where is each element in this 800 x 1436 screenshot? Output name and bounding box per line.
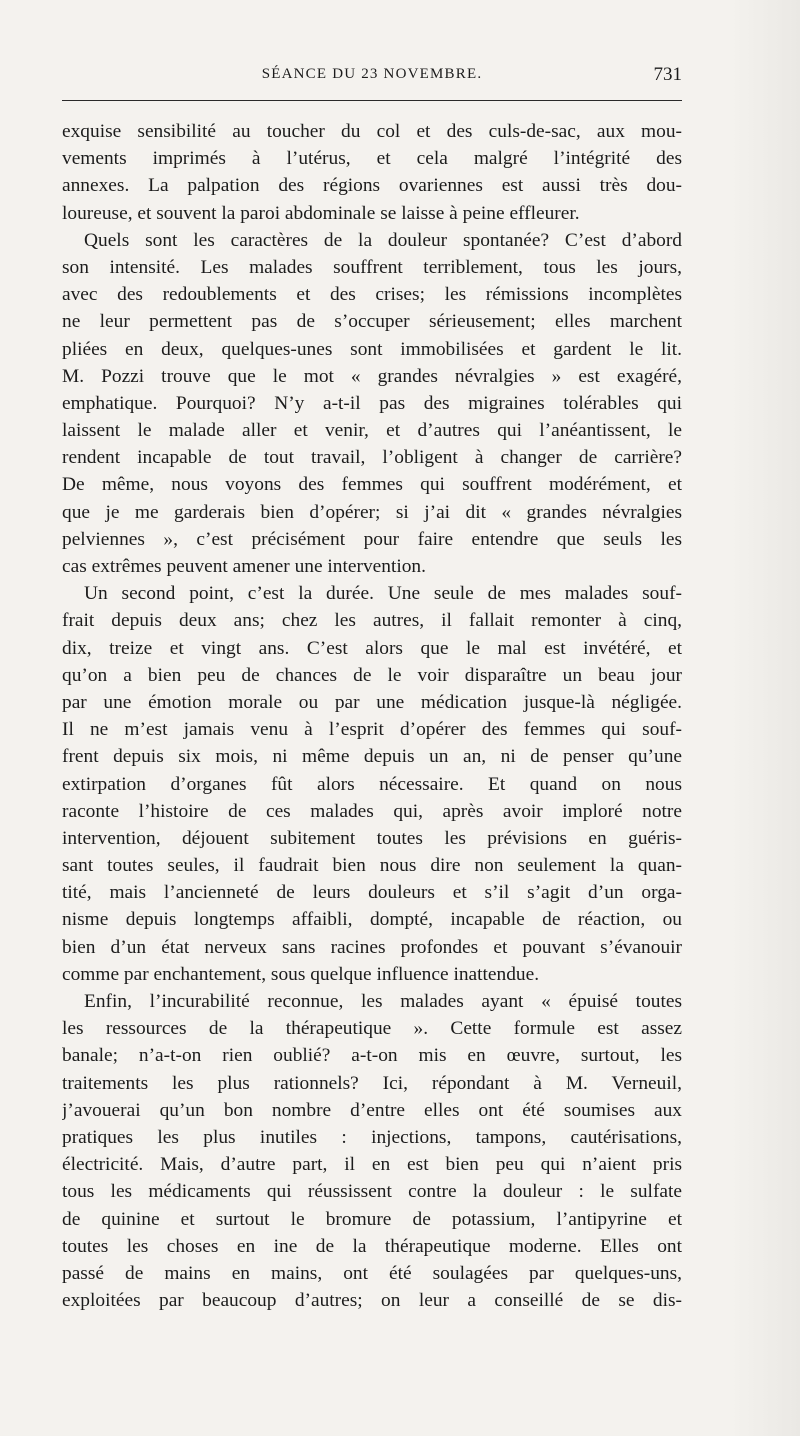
- text-line: frait depuis deux ans; chez les autres, il fallait remonter à cinq,: [62, 610, 682, 632]
- text-line: laissent le malade aller et venir, et d’autres qui l’anéantissent, le: [62, 420, 682, 442]
- text-line: Quels sont les caractères de la douleur spontanée? C’est d’abord: [84, 229, 682, 251]
- text-line: loureuse, et souvent la paroi abdominale se laisse à peine effleurer.: [62, 202, 580, 224]
- text-line: Enfin, l’incurabilité reconnue, les malades ayant « épuisé toutes: [84, 991, 682, 1012]
- text-line: toutes les choses en ine de la thérapeutique moderne. Elles ont: [62, 1235, 682, 1257]
- text-line: ne leur permettent pas de s’occuper sérieusement; elles marchent: [62, 311, 682, 333]
- text-line: cas extrêmes peuvent amener une intervention.: [62, 556, 426, 577]
- running-header: [62, 62, 682, 92]
- text-line: exploitées par beaucoup d’autres; on leur a conseillé de se dis-: [62, 1290, 682, 1312]
- text-line: dix, treize et vingt ans. C’est alors que le mal est invétéré, et: [62, 637, 682, 659]
- text-line: De même, nous voyons des femmes qui souffrent modérément, et: [62, 474, 682, 496]
- text-line: emphatique. Pourquoi? N’y a-t-il pas des migraines tolérables qui: [62, 392, 682, 414]
- text-line: électricité. Mais, d’autre part, il en est bien peu qui n’aient pris: [62, 1154, 682, 1176]
- text-line: passé de mains en mains, ont été soulagées par quelques-uns,: [62, 1262, 682, 1284]
- text-line: annexes. La palpation des régions ovariennes est aussi très dou-: [62, 175, 682, 197]
- text-line: intervention, déjouent subitement toutes les prévisions en guéris-: [62, 827, 682, 849]
- text-line: avec des redoublements et des crises; les rémissions incomplètes: [62, 284, 682, 306]
- body-text: [62, 118, 682, 1314]
- text-line: pratiques les plus inutiles : injections, tampons, cautérisations,: [62, 1126, 682, 1148]
- text-line: traitements les plus rationnels? Ici, répondant à M. Verneuil,: [62, 1072, 682, 1094]
- text-line: tité, mais l’ancienneté de leurs douleurs et s’il s’agit d’un orga-: [62, 882, 682, 904]
- text-line: frent depuis six mois, ni même depuis un an, ni de penser qu’une: [62, 746, 682, 768]
- text-line: raconte l’histoire de ces malades qui, après avoir imploré notre: [62, 800, 682, 822]
- text-line: nisme depuis longtemps affaibli, dompté, incapable de réaction, ou: [62, 909, 682, 931]
- text-line: bien d’un état nerveux sans racines profondes et pouvant s’évanouir: [62, 936, 682, 958]
- page-number: 731: [653, 64, 682, 85]
- text-line: de quinine et surtout le bromure de potassium, l’antipyrine et: [62, 1208, 682, 1230]
- text-line: par une émotion morale ou par une médication jusque-là négligée.: [62, 691, 682, 713]
- text-line: M. Pozzi trouve que le mot « grandes névralgies » est exagéré,: [62, 365, 682, 387]
- text-line: son intensité. Les malades souffrent terriblement, tous les jours,: [62, 256, 682, 278]
- text-line: Un second point, c’est la durée. Une seule de mes malades souf-: [84, 583, 682, 605]
- header-rule: [62, 100, 682, 101]
- text-line: vements imprimés à l’utérus, et cela malgré l’intégrité des: [62, 148, 682, 170]
- text-line: comme par enchantement, sous quelque influence inattendue.: [62, 963, 540, 985]
- text-line: exquise sensibilité au toucher du col et des culs-de-sac, aux mou-: [62, 121, 682, 142]
- text-line: qu’on a bien peu de chances de le voir disparaître un beau jour: [62, 664, 682, 686]
- text-line: Il ne m’est jamais venu à l’esprit d’opérer des femmes qui souf-: [62, 719, 682, 741]
- text-line: sant toutes seules, il faudrait bien nous dire non seulement la quan-: [62, 855, 682, 877]
- text-line: pelviennes », c’est précisément pour faire entendre que seuls les: [62, 528, 682, 550]
- text-line: banale; n’a-t-on rien oublié? a-t-on mis en œuvre, surtout, les: [62, 1045, 682, 1067]
- text-line: j’avouerai qu’un bon nombre d’entre elles ont été soumises aux: [62, 1099, 682, 1121]
- text-line: rendent incapable de tout travail, l’obligent à changer de carrière?: [62, 447, 682, 469]
- text-line: extirpation d’organes fût alors nécessaire. Et quand on nous: [62, 773, 682, 795]
- text-line: tous les médicaments qui réussissent contre la douleur : le sulfate: [62, 1181, 682, 1203]
- text-line: les ressources de la thérapeutique ». Cette formule est assez: [62, 1018, 682, 1040]
- page-edge-shading: [730, 0, 800, 1436]
- text-line: pliées en deux, quelques-unes sont immobilisées et gardent le lit.: [62, 338, 682, 360]
- running-head-title: SÉANCE DU 23 NOVEMBRE.: [261, 66, 483, 82]
- text-line: que je me garderais bien d’opérer; si j’ai dit « grandes névralgies: [62, 501, 682, 523]
